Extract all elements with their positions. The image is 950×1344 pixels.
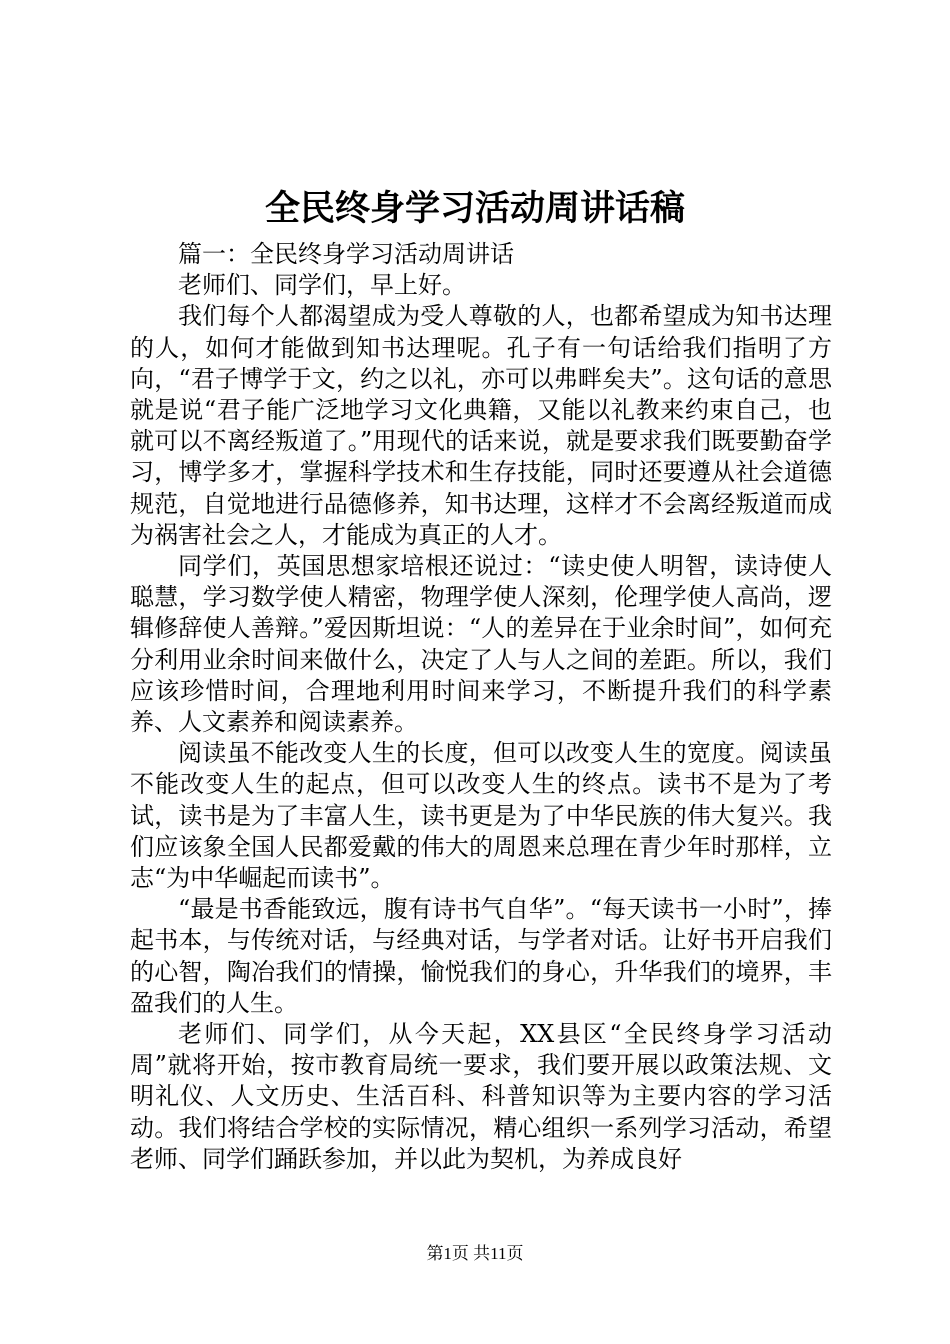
body-paragraph: 老师们、同学们，从今天起，XX县区“全民终身学习活动周”就将开始，按市教育局统一要求，我们要开展以政策法规、文明礼仪、人文历史、生活百科、科普知识等为主要内容的学习活动。我们将结合学校的实际情况，精心组织一系列学习活动，希望老师、同学们踊跃参加，并以此为契机，为养成良好: [130, 1020, 832, 1173]
body-paragraph: “最是书香能致远，腹有诗书气自华”。“每天读书一小时”，捧起书本，与传统对话，与经典对话，与学者对话。让好书开启我们的心智，陶冶我们的情操，愉悦我们的身心，升华我们的境界，丰盈我们的人生。: [130, 895, 832, 1017]
document-title: 全民终身学习活动周讲话稿: [264, 189, 685, 229]
greeting-paragraph: 老师们、同学们，早上好。: [178, 271, 466, 300]
section-heading: 篇一：全民终身学习活动周讲话: [178, 240, 514, 268]
document-body: [130, 239, 832, 1175]
body-paragraph: 阅读虽不能改变人生的长度，但可以改变人生的宽度。阅读虽不能改变人生的起点，但可以改变人生的终点。读书不是为了考试，读书是为了丰富人生，读书更是为了中华民族的伟大复兴。我们应该象全国人民都爱戴的伟大的周恩来总理在青少年时那样，立志“为中华崛起而读书”。: [130, 739, 832, 893]
body-paragraph: 我们每个人都渴望成为受人尊敬的人，也都希望成为知书达理的人，如何才能做到知书达理呢。孔子有一句话给我们指明了方向，“君子博学于文，约之以礼，亦可以弗畔矣夫”。这句话的意思就是说“君子能广泛地学习文化典籍，又能以礼教来约束自己，也就可以不离经叛道了。”用现代的话来说，就是要求我们既要勤奋学习，博学多才，掌握科学技术和生存技能，同时还要遵从社会道德规范，自觉地进行品德修养，知书达理，这样才不会离经叛道而成为祸害社会之人，才能成为真正的人才。: [130, 302, 832, 549]
body-paragraph: 同学们，英国思想家培根还说过：“读史使人明智，读诗使人聪慧，学习数学使人精密，物理学使人深刻，伦理学使人高尚，逻辑修辞使人善辩。”爱因斯坦说：“人的差异在于业余时间”，如何充分利用业余时间来做什么，决定了人与人之间的差距。所以，我们应该珍惜时间，合理地利用时间来学习，不断提升我们的科学素养、人文素养和阅读素养。: [130, 552, 832, 737]
page-number-footer: 第1页 共11页: [426, 1244, 524, 1263]
